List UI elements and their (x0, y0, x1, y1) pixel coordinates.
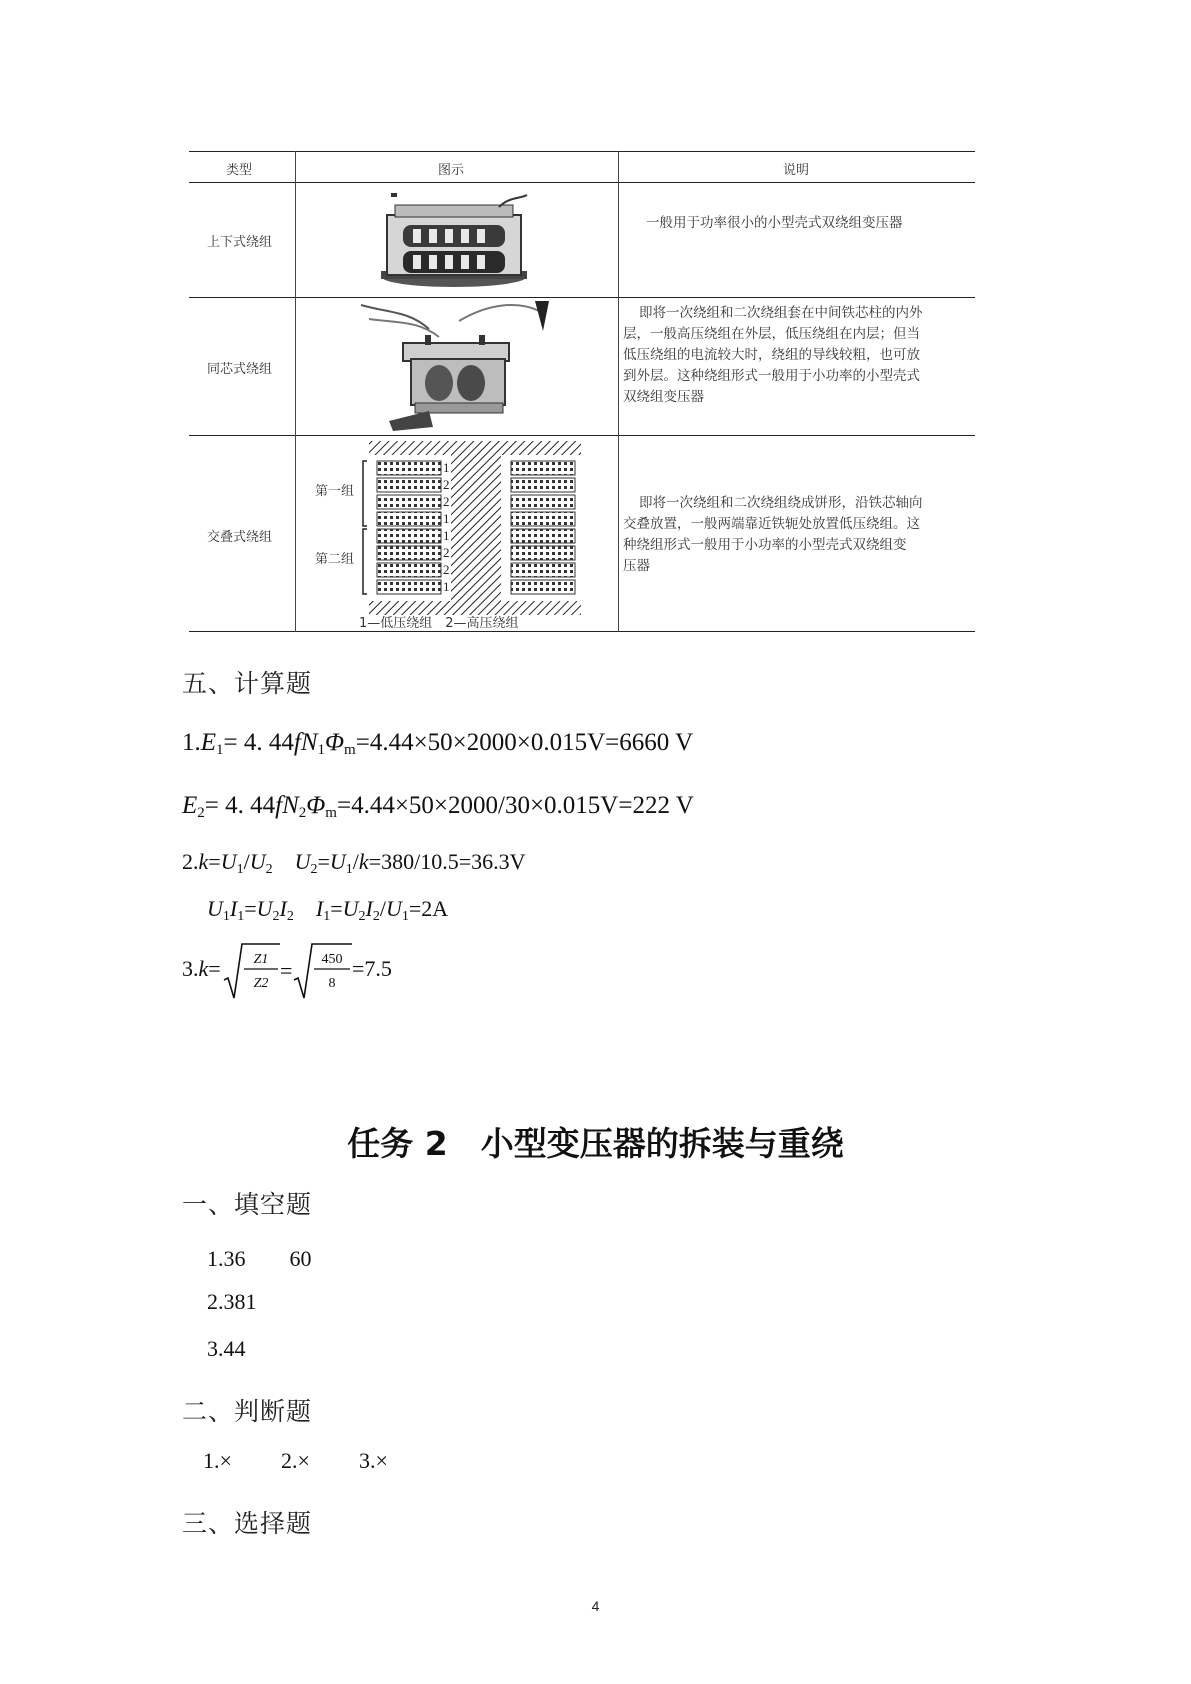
row3-type: 交叠式绕组 (207, 530, 273, 545)
judge-answer: 3.× (359, 1448, 388, 1473)
q1-equation-e2: $E_2= 4$. $44fN_2\Phi_m=4.44\times 50\times 2000/30\times 0.015V=222$ V (182, 792, 694, 821)
q3-result: =7.5 (352, 956, 392, 981)
winding-number: 2 (443, 477, 450, 492)
winding-number: 2 (443, 545, 450, 560)
description-line: 双绕组变压器 (623, 389, 704, 405)
q3-frac2-numerator: 450 (321, 952, 343, 967)
table-bottom-rule (189, 631, 975, 632)
q3-frac2-denominator: 8 (328, 976, 336, 991)
winding-number: 1 (443, 511, 450, 526)
judge-heading: 二、判断题 (182, 1397, 313, 1426)
judge-answer: 2.× (281, 1448, 310, 1473)
row3-description (623, 493, 923, 577)
table-row-rule (189, 435, 975, 436)
q1-e1-value: =4.44×50×2000×0.015V=6660 V (355, 729, 694, 756)
group2-label: 第二组 (315, 552, 355, 567)
table-column-rule (295, 151, 296, 632)
q1-number: 1. (182, 729, 201, 756)
q3-equation: 3.k= Z1 Z2 = 450 8 =7.5 (182, 942, 402, 1004)
section5-heading: 五、计算题 (182, 669, 313, 698)
winding-number: 1 (443, 460, 450, 475)
fill-blank-heading: 一、填空题 (182, 1190, 313, 1219)
q1-equation-e1: $1.E_1= 4$. $44fN_1\Phi_m=4.44\times 50\times 2000\times 0.015V=6660$ V (182, 729, 694, 758)
q3-number: 3. (182, 956, 199, 981)
row2-transformer-photo (359, 301, 549, 433)
q1-e2-value: =4.44×50×2000/30×0.015V=222 V (336, 792, 694, 819)
group1-label: 第一组 (315, 484, 355, 499)
task-title: 任务 2 小型变压器的拆装与重绕 (347, 1124, 844, 1163)
svg-text:=: = (280, 958, 293, 983)
table-top-rule (189, 151, 975, 152)
description-line: 压器 (623, 558, 650, 574)
row3-interleaved-winding-diagram (299, 437, 615, 631)
table-row-rule (189, 297, 975, 298)
q2-equation-current: $U_1I_1=U_2I_2$ $I_1=U_2I_2/U_1=2A$ (207, 896, 449, 924)
q3-frac1-numerator: Z1 (253, 952, 269, 967)
description-line: 即将一次绕组和二次绕组绕成饼形，沿铁芯轴向 (639, 495, 923, 511)
description-line: 一般用于功率很小的小型壳式双绕组变压器 (646, 215, 903, 231)
choice-heading: 三、选择题 (182, 1509, 313, 1538)
description-line: 种绕组形式一般用于小功率的小型壳式双绕组变 (623, 537, 907, 553)
row1-description (646, 213, 903, 234)
winding-number: 1 (443, 528, 450, 543)
page-number: 4 (591, 1598, 600, 1614)
row1-transformer-photo (379, 191, 529, 291)
description-line: 交叠放置，一般两端靠近铁轭处放置低压绕组。这 (623, 516, 920, 532)
judge-answer: 1.× (203, 1448, 232, 1473)
q2-current-value: =2A (408, 896, 449, 921)
table-header-rule (189, 182, 975, 183)
header-figure: 图示 (438, 163, 465, 178)
fill-blank-answer: 3.44 (207, 1336, 246, 1361)
winding-types-table (189, 151, 975, 632)
header-type: 类型 (226, 163, 253, 178)
q2-equation-voltage: $2.k=U_1/U_2$ $U_2=U_1/k=380/10.5=36.3V$ (182, 849, 526, 877)
description-line: 低压绕组的电流较大时，绕组的导线较粗，也可放 (623, 347, 920, 363)
table-column-rule (618, 151, 619, 632)
winding-number: 2 (443, 494, 450, 509)
q2-voltage-value: =380/10.5=36.3V (368, 849, 526, 874)
description-line: 到外层。这种绕组形式一般用于小功率的小型壳式 (623, 368, 920, 384)
row1-type: 上下式绕组 (207, 235, 273, 250)
row2-description (623, 303, 923, 408)
row2-type: 同芯式绕组 (207, 362, 273, 377)
fill-blank-answer: 2.381 (207, 1289, 257, 1314)
diagram-legend: 1—低压绕组 2—高压绕组 (359, 616, 519, 631)
description-line: 即将一次绕组和二次绕组套在中间铁芯柱的内外 (639, 305, 923, 321)
header-description: 说明 (783, 163, 810, 178)
description-line: 层，一般高压绕组在外层，低压绕组在内层；但当 (623, 326, 920, 342)
winding-number: 2 (443, 562, 450, 577)
q3-frac1-denominator: Z2 (253, 976, 269, 991)
winding-number: 1 (443, 579, 450, 594)
fill-blank-answer: 1.36 60 (207, 1246, 312, 1271)
q2-number: 2. (182, 849, 199, 874)
